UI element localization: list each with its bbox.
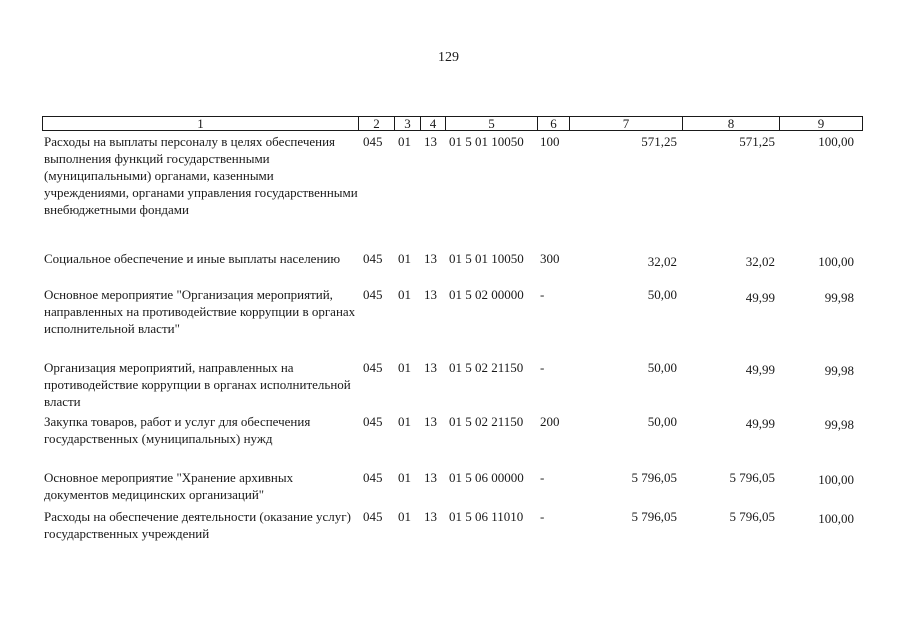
row-percent: 99,98	[824, 417, 854, 432]
row-code-section: 01	[398, 360, 411, 375]
row-value-planned: 32,02	[647, 254, 677, 269]
row-code-ministry: 045	[363, 251, 383, 266]
row-description: Закупка товаров, работ и услуг для обеспечения государственных (муниципальных) нужд	[44, 414, 311, 446]
row-code-ministry: 045	[363, 470, 383, 485]
row-percent: 99,98	[824, 290, 854, 305]
row-value-planned: 50,00	[647, 414, 677, 429]
page-number: 129	[438, 50, 459, 65]
row-code-ministry: 045	[363, 509, 383, 524]
row-code-section: 01	[398, 134, 411, 149]
row-code-section: 01	[398, 509, 411, 524]
row-percent: 99,98	[824, 363, 854, 378]
row-value-planned: 50,00	[647, 287, 677, 302]
row-target-code: 01 5 02 00000	[449, 287, 524, 302]
row-code-subsection: 13	[424, 134, 437, 149]
row-percent: 100,00	[818, 511, 854, 526]
row-percent: 100,00	[818, 472, 854, 487]
row-value-executed: 32,02	[745, 254, 775, 269]
row-target-code: 01 5 01 10050	[449, 134, 524, 149]
row-target-code: 01 5 06 11010	[449, 509, 524, 524]
row-value-planned: 50,00	[647, 360, 677, 375]
row-code-subsection: 13	[424, 251, 437, 266]
row-code-ministry: 045	[363, 134, 383, 149]
row-expense-type: 100	[540, 134, 560, 149]
row-target-code: 01 5 06 00000	[449, 470, 524, 485]
row-code-subsection: 13	[424, 509, 437, 524]
header-cell-5: 5	[445, 117, 537, 130]
row-description: Организация мероприятий, направленных на противодействие коррупции в органах исполнительной власти	[44, 360, 351, 409]
row-value-executed: 5 796,05	[729, 509, 775, 524]
row-percent: 100,00	[818, 134, 854, 149]
row-value-executed: 5 796,05	[729, 470, 775, 485]
row-code-section: 01	[398, 251, 411, 266]
row-expense-type: -	[540, 470, 545, 485]
row-description: Основное мероприятие "Организация мероприятий, направленных на противодействие коррупции в органах исполнительной власти"	[44, 287, 356, 336]
row-code-ministry: 045	[363, 414, 383, 429]
row-value-executed: 49,99	[745, 416, 775, 431]
row-code-subsection: 13	[424, 470, 437, 485]
row-code-section: 01	[398, 287, 411, 302]
row-expense-type: -	[540, 360, 545, 375]
row-percent: 100,00	[818, 254, 854, 269]
row-target-code: 01 5 02 21150	[449, 360, 524, 375]
row-description: Основное мероприятие "Хранение архивных документов медицинских организаций"	[44, 470, 294, 502]
row-value-planned: 5 796,05	[631, 470, 677, 485]
header-cell-4: 4	[420, 117, 445, 130]
row-code-subsection: 13	[424, 287, 437, 302]
header-cell-1: 1	[197, 116, 204, 131]
row-description: Расходы на обеспечение деятельности (оказание услуг) государственных учреждений	[44, 509, 351, 541]
row-target-code: 01 5 02 21150	[449, 414, 524, 429]
row-expense-type: 300	[540, 251, 560, 266]
header-cell-8: 8	[682, 117, 779, 130]
row-code-subsection: 13	[424, 360, 437, 375]
header-cell-2: 2	[358, 117, 394, 130]
table-header	[42, 116, 863, 131]
row-description: Расходы на выплаты персоналу в целях обеспечения выполнения функций государственными (муниципальными) органами, казенными учреждениями, органами управления государственными внебюджетными фондами	[44, 134, 358, 217]
row-expense-type: 200	[540, 414, 560, 429]
header-cell-3: 3	[394, 117, 420, 130]
header-cell-7: 7	[569, 117, 682, 130]
row-description: Социальное обеспечение и иные выплаты населению	[44, 251, 341, 266]
row-code-ministry: 045	[363, 287, 383, 302]
row-code-subsection: 13	[424, 414, 437, 429]
row-target-code: 01 5 01 10050	[449, 251, 524, 266]
row-code-ministry: 045	[363, 360, 383, 375]
header-cell-6: 6	[537, 117, 569, 130]
row-value-executed: 49,99	[745, 290, 775, 305]
row-value-executed: 571,25	[739, 134, 775, 149]
row-value-planned: 5 796,05	[631, 509, 677, 524]
row-value-planned: 571,25	[641, 134, 677, 149]
row-value-executed: 49,99	[745, 362, 775, 377]
header-cell-9: 9	[779, 117, 862, 130]
row-expense-type: -	[540, 287, 545, 302]
row-code-section: 01	[398, 414, 411, 429]
row-code-section: 01	[398, 470, 411, 485]
row-expense-type: -	[540, 509, 545, 524]
